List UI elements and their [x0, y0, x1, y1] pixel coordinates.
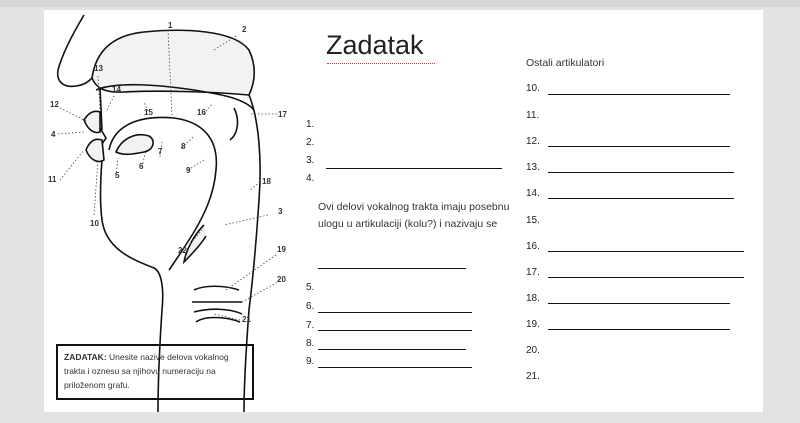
answer-number-10: 10.	[526, 83, 540, 94]
diagram-label-14: 14	[112, 85, 121, 94]
answer-line-10[interactable]	[548, 94, 730, 95]
answer-line-9[interactable]	[318, 367, 472, 368]
answer-number-14: 14.	[526, 188, 540, 199]
diagram-label-18: 18	[262, 177, 271, 186]
nose-outline	[58, 15, 92, 86]
answer-number-21: 21.	[526, 371, 540, 382]
answer-number-19: 19.	[526, 319, 540, 330]
answer-number-12: 12.	[526, 136, 540, 147]
answer-line-3[interactable]	[326, 168, 502, 169]
diagram-label-17: 17	[278, 110, 287, 119]
answer-number-7: 7.	[306, 320, 315, 331]
worksheet-page	[44, 10, 763, 412]
diagram-label-5: 5	[115, 171, 120, 180]
diagram-label-19: 19	[277, 245, 286, 254]
answer-line-14[interactable]	[548, 198, 734, 199]
answer-line-13[interactable]	[548, 172, 734, 173]
answer-line-19[interactable]	[548, 329, 730, 330]
diagram-label-7: 7	[158, 147, 163, 156]
answer-number-2: 2.	[306, 137, 315, 148]
diagram-label-3: 3	[278, 207, 283, 216]
diagram-label-20: 20	[277, 275, 286, 284]
answer-number-3: 3.	[306, 155, 315, 166]
diagram-label-10: 10	[90, 219, 99, 228]
task-label: ZADATAK:	[64, 352, 107, 362]
diagram-label-13: 13	[94, 64, 103, 73]
diagram-label-21: 21	[242, 315, 251, 324]
diagram-label-16: 16	[197, 108, 206, 117]
answer-line-18[interactable]	[548, 303, 730, 304]
answer-number-17: 17.	[526, 267, 540, 278]
diagram-label-9: 9	[186, 166, 191, 175]
diagram-label-8: 8	[181, 142, 186, 151]
other-articulators-heading: Ostali artikulatori	[526, 57, 605, 69]
spellcheck-underline	[327, 63, 435, 64]
diagram-label-22: 22	[178, 246, 187, 255]
answer-line-12[interactable]	[548, 146, 730, 147]
answer-number-5: 5.	[306, 282, 315, 293]
diagram-label-4: 4	[51, 130, 56, 139]
diagram-label-1: 1	[168, 21, 173, 30]
diagram-label-6: 6	[139, 162, 144, 171]
top-strip	[0, 0, 800, 7]
answer-line-6[interactable]	[318, 312, 472, 313]
answer-line-8[interactable]	[318, 349, 466, 350]
note-answer-line[interactable]	[318, 268, 466, 269]
answer-number-9: 9.	[306, 356, 315, 367]
answer-number-18: 18.	[526, 293, 540, 304]
answer-number-13: 13.	[526, 162, 540, 173]
page-title: Zadatak	[326, 30, 424, 60]
diagram-label-12: 12	[50, 100, 59, 109]
answer-number-16: 16.	[526, 241, 540, 252]
diagram-label-11: 11	[48, 175, 57, 184]
task-instructions-box	[56, 344, 254, 400]
answer-line-17[interactable]	[548, 277, 744, 278]
answer-number-6: 6.	[306, 301, 315, 312]
articulator-note: Ovi delovi vokalnog trakta imaju posebnu ulogu u artikulaciji (kolu?) i nazivaju se	[318, 201, 510, 230]
answer-number-11: 11.	[526, 110, 540, 121]
answer-number-15: 15.	[526, 215, 540, 226]
answer-number-4: 4.	[306, 173, 315, 184]
answer-number-8: 8.	[306, 338, 315, 349]
diagram-label-15: 15	[144, 108, 153, 117]
answer-number-1: 1.	[306, 119, 315, 130]
answer-line-7[interactable]	[318, 330, 472, 331]
task-text: Unesite nazive delova vokalnog trakta i oznesu sa njihovu numeraciju na priloženom grafu.	[64, 352, 229, 390]
answer-number-20: 20.	[526, 345, 540, 356]
answer-line-16[interactable]	[548, 251, 744, 252]
diagram-label-2: 2	[242, 25, 247, 34]
